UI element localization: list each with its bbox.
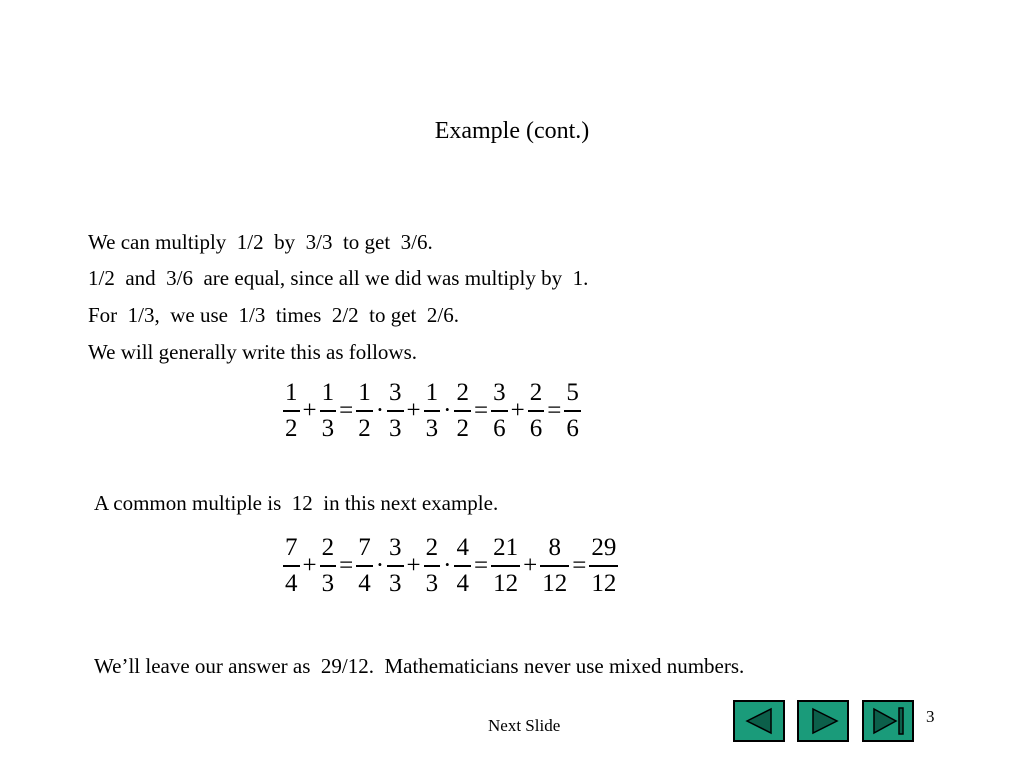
fraction-bar bbox=[356, 410, 373, 412]
fraction bbox=[540, 535, 569, 596]
numerator: 3 bbox=[493, 379, 506, 406]
denominator: 6 bbox=[529, 414, 543, 442]
numerator: 2 bbox=[321, 534, 335, 561]
numerator: 3 bbox=[389, 534, 402, 561]
numerator: 29 bbox=[591, 534, 617, 561]
previous-slide-button[interactable] bbox=[733, 700, 785, 742]
fraction bbox=[283, 380, 300, 441]
operator: · bbox=[443, 396, 452, 424]
denominator: 3 bbox=[321, 414, 335, 442]
fraction-bar bbox=[491, 410, 508, 412]
denominator: 6 bbox=[566, 414, 579, 442]
fraction bbox=[356, 535, 373, 596]
numerator: 1 bbox=[425, 379, 439, 406]
operator: + bbox=[406, 396, 421, 424]
operator: = bbox=[547, 396, 562, 424]
numerator: 1 bbox=[321, 379, 335, 406]
fraction-bar bbox=[491, 565, 520, 567]
text-common-multiple: A common multiple is 12 in this next example. bbox=[94, 491, 499, 515]
next-slide-link[interactable]: Next Slide bbox=[488, 716, 561, 735]
operator: + bbox=[302, 396, 317, 424]
numerator: 8 bbox=[548, 534, 561, 561]
operator: = bbox=[339, 551, 354, 579]
fraction-bar bbox=[320, 410, 337, 412]
fraction bbox=[424, 535, 441, 596]
denominator: 12 bbox=[493, 569, 519, 597]
fraction bbox=[320, 380, 337, 441]
fraction-bar bbox=[320, 565, 337, 567]
next-slide-button[interactable] bbox=[797, 700, 849, 742]
numerator: 7 bbox=[358, 534, 371, 561]
last-slide-icon bbox=[864, 702, 912, 740]
fraction-bar bbox=[424, 565, 441, 567]
fraction-bar bbox=[564, 410, 581, 412]
text-line-2: 1/2 and 3/6 are equal, since all we did was multiply by 1. bbox=[88, 266, 589, 290]
fraction-bar bbox=[424, 410, 441, 412]
fraction-bar bbox=[356, 565, 373, 567]
operator: · bbox=[443, 551, 452, 579]
denominator: 2 bbox=[285, 414, 298, 442]
operator: · bbox=[375, 396, 385, 424]
fraction bbox=[491, 535, 520, 596]
denominator: 4 bbox=[358, 569, 371, 597]
numerator: 4 bbox=[456, 534, 469, 561]
operator: + bbox=[523, 551, 538, 579]
fraction bbox=[564, 380, 581, 441]
fraction-bar bbox=[528, 410, 545, 412]
numerator: 7 bbox=[285, 534, 298, 561]
numerator: 2 bbox=[425, 534, 439, 561]
fraction bbox=[387, 535, 404, 596]
fraction bbox=[491, 380, 508, 441]
operator: = bbox=[339, 396, 354, 424]
fraction bbox=[454, 380, 471, 441]
text-line-1: We can multiply 1/2 by 3/3 to get 3/6. bbox=[88, 230, 433, 254]
fraction bbox=[320, 535, 337, 596]
fraction bbox=[454, 535, 471, 596]
denominator: 3 bbox=[425, 414, 439, 442]
fraction-bar bbox=[387, 565, 404, 567]
fraction bbox=[528, 380, 545, 441]
numerator: 2 bbox=[456, 379, 469, 406]
denominator: 12 bbox=[542, 569, 568, 597]
denominator: 3 bbox=[389, 414, 402, 442]
operator: + bbox=[302, 551, 317, 579]
fraction-bar bbox=[589, 565, 618, 567]
denominator: 12 bbox=[591, 569, 617, 597]
denominator: 2 bbox=[358, 414, 371, 442]
numerator: 21 bbox=[493, 534, 519, 561]
fraction bbox=[424, 380, 441, 441]
numerator: 1 bbox=[285, 379, 298, 406]
denominator: 2 bbox=[456, 414, 469, 442]
fraction-bar bbox=[540, 565, 569, 567]
numerator: 1 bbox=[358, 379, 371, 406]
text-line-3: For 1/3, we use 1/3 times 2/2 to get 2/6. bbox=[88, 303, 459, 327]
numerator: 2 bbox=[529, 379, 543, 406]
text-line-4: We will generally write this as follows. bbox=[88, 340, 417, 364]
equation-2 bbox=[283, 535, 618, 596]
operator: = bbox=[473, 396, 489, 424]
numerator: 5 bbox=[566, 379, 579, 406]
denominator: 3 bbox=[389, 569, 402, 597]
operator: · bbox=[375, 551, 385, 579]
fraction bbox=[356, 380, 373, 441]
operator: = bbox=[473, 551, 489, 579]
denominator: 4 bbox=[285, 569, 298, 597]
fraction-bar bbox=[454, 565, 471, 567]
numerator: 3 bbox=[389, 379, 402, 406]
denominator: 6 bbox=[493, 414, 506, 442]
slide-title: Example (cont.) bbox=[434, 118, 590, 144]
equation-1 bbox=[283, 380, 581, 441]
denominator: 4 bbox=[456, 569, 469, 597]
next-slide-icon bbox=[799, 702, 847, 740]
conclusion-text: We’ll leave our answer as 29/12. Mathematicians never use mixed numbers. bbox=[94, 654, 745, 678]
fraction-bar bbox=[283, 565, 300, 567]
denominator: 3 bbox=[321, 569, 335, 597]
fraction-bar bbox=[454, 410, 471, 412]
fraction bbox=[387, 380, 404, 441]
fraction bbox=[283, 535, 300, 596]
operator: = bbox=[572, 551, 587, 579]
fraction bbox=[589, 535, 618, 596]
denominator: 3 bbox=[425, 569, 439, 597]
fraction-bar bbox=[387, 410, 404, 412]
last-slide-button[interactable] bbox=[862, 700, 914, 742]
page-number: 3 bbox=[926, 707, 935, 726]
previous-slide-icon bbox=[735, 702, 783, 740]
operator: + bbox=[510, 396, 525, 424]
operator: + bbox=[406, 551, 421, 579]
fraction-bar bbox=[283, 410, 300, 412]
